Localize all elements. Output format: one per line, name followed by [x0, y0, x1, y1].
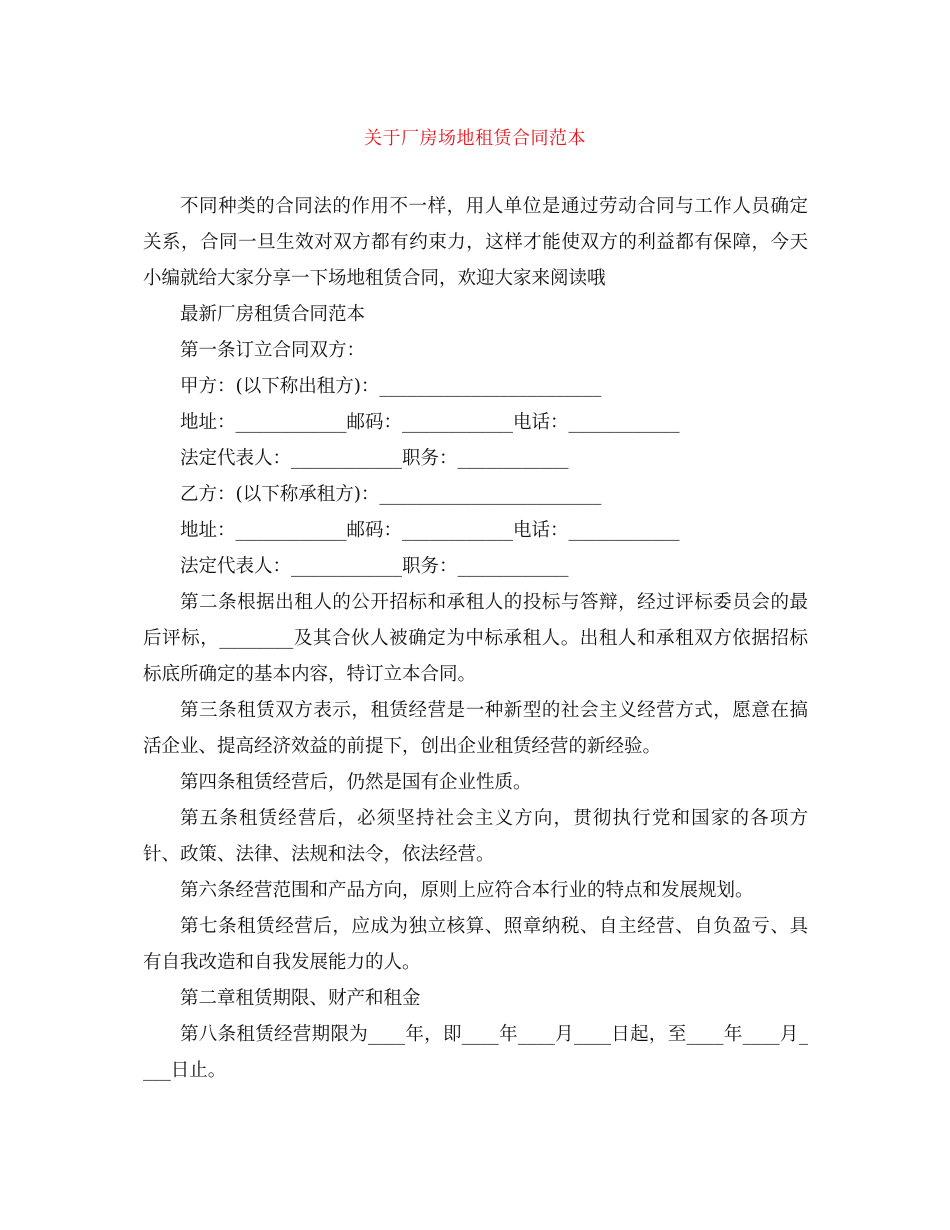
- article-6: 第六条经营范围和产品方向，原则上应符合本行业的特点和发展规划。: [180, 880, 754, 901]
- article-1: 第一条订立合同双方：: [180, 340, 366, 361]
- party-a-line: 甲方：(以下称出租方)：________________________: [180, 376, 602, 397]
- article-4: 第四条租赁经营后，仍然是国有企业性质。: [180, 772, 532, 793]
- intro-paragraph: 不同种类的合同法的作用不一样，用人单位是通过劳动合同与工作人员确定关系，合同一旦生效对双方都有约束力，这样才能使双方的利益都有保障，今天小编就给大家分享一下场地租赁合同，欢迎大家来阅读哦: [143, 196, 808, 289]
- party-b-address-line: 地址：____________邮码：____________电话：____________: [180, 520, 680, 541]
- article-2: 第二条根据出租人的公开招标和承租人的投标与答辩，经过评标委员会的最后评标，________及其合伙人被确定为中标承租人。出租人和承租双方依据招标标底所确定的基本内容，特订立本合同。: [143, 592, 808, 685]
- party-b-representative-line: 法定代表人：____________职务：____________: [180, 556, 569, 577]
- document-title: 关于厂房场地租赁合同范本: [364, 128, 586, 149]
- article-7: 第七条租赁经营后，应成为独立核算、照章纳税、自主经营、自负盈亏、具有自我改造和自我发展能力的人。: [143, 916, 808, 973]
- article-3: 第三条租赁双方表示，租赁经营是一种新型的社会主义经营方式，愿意在搞活企业、提高经济效益的前提下，创出企业租赁经营的新经验。: [143, 700, 808, 757]
- party-b-line: 乙方：(以下称承租方)：________________________: [180, 484, 602, 505]
- article-5: 第五条租赁经营后，必须坚持社会主义方向，贯彻执行党和国家的各项方针、政策、法律、法规和法令，依法经营。: [143, 808, 808, 865]
- article-8: 第八条租赁经营期限为____年，即____年____月____日起，至____年____月____日止。: [143, 1024, 808, 1081]
- party-a-representative-line: 法定代表人：____________职务：____________: [180, 448, 569, 469]
- section-heading: 最新厂房租赁合同范本: [180, 304, 366, 325]
- chapter-2-heading: 第二章租赁期限、财产和租金: [180, 988, 421, 1009]
- party-a-address-line: 地址：____________邮码：____________电话：____________: [180, 412, 680, 433]
- document-body: [143, 189, 808, 1089]
